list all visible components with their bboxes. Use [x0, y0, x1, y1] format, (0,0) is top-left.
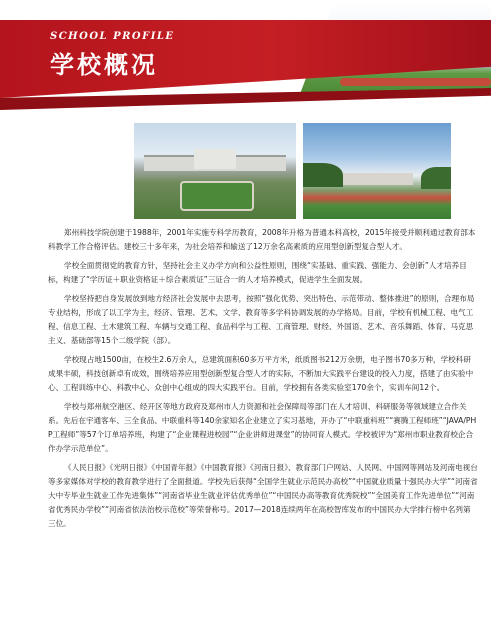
paragraph: 学校全面贯彻党的教育方针，坚持社会主义办学方向和公益性原则，围绕“实基础、重实践、强能力、会创新”人才培养目标，构建了“学历证＋职业资格证＋综合素质证”三证合一的人才培养模式，促进学生全面发展。: [48, 261, 467, 284]
page-title: 学校概况: [50, 51, 158, 79]
campus-photo-stadium: [303, 123, 451, 219]
photo-tree: [421, 167, 451, 189]
photo-building: [343, 173, 413, 185]
paragraph: 《人民日报》《光明日报》《中国青年报》《中国教育报》《河南日报》、教育部门户网站、人民网、中国网等网站及河南电视台等多家媒体对学校的教育教学进行了全面报道。学校先后获得“全国学生就业示范民办高校”“中国就业质量十强民办大学”“河南省大中专毕业生就业工作先进集体”“河南省毕业生就业评估优秀单位”“中国民办高等教育优秀院校”“全国美育工作先进单位”“河南省优秀民办学校”“河南省依法治校示范校”等荣誉称号。2017—2018连续两年在高校智库发布的中国民办大学排行榜中名列第三位。: [48, 463, 478, 528]
paragraph: 学校与郑州航空港区、经开区等地方政府及郑州市人力资源和社会保障局等部门在人才培训、科研服务等领域建立合作关系。先后在宇通客车、三全食品、中联重科等140余家知名企业建立了实习基地，开办了“中联重科班”“赛腾工程师班”“JAVA/PHP工程师”等57个订单培养班，构建了“企业课程进校园”“企业讲师进课堂”的协同育人模式。学校被评为“郑州市职业教育校企合作办学示范单位”。: [48, 402, 477, 453]
photo-plaza-lawn: [180, 181, 254, 211]
paragraph: 学校坚持把自身发展放到地方经济社会发展中去思考，按照“强化优势、突出特色、示范带动、整体推进”的原则，合理布局专业结构，形成了以工学为主，经济、管理、艺术、文学、教育等多学科协调发展的办学格局。目前，学校有机械工程、电气工程、信息工程、土木建筑工程、车辆与交通工程、食品科学与工程、工商管理、财经、外国语、艺术、音乐舞蹈、体育、马克思主义、基础部等15个二级学院（部）。: [48, 294, 475, 345]
photo-tree: [303, 163, 343, 187]
paragraph: 郑州科技学院创建于1988年，2001年实施专科学历教育，2008年升格为普通本科高校，2015年接受并顺利通过教育部本科教学工作合格评估。建校三十多年来，为社会培养和输送了12万余名高素质的应用型创新型复合型人才。: [48, 228, 476, 251]
photo-building: [194, 149, 236, 169]
header-photo-track: [340, 78, 491, 86]
campus-photo-plaza: [134, 123, 296, 219]
profile-body: [48, 226, 478, 536]
paragraph: 学校现占地1500亩，在校生2.6万余人，总建筑面积60多万平方米，纸质图书212万余册，电子图书70多万种，学校科研成果丰硕，科技创新卓有成效，围绕培养应用型创新型复合型人才的实际，不断加大实践平台建设的投入力度，搭建了由实验中心、工程训练中心、科教中心、众创中心组成的四大实践平台。目前，学校拥有各类实验室170余个，实训车间12个。: [48, 355, 474, 392]
english-title: SCHOOL PROFILE: [50, 31, 175, 42]
campus-photos: [134, 123, 451, 219]
header-banner: [0, 0, 491, 112]
